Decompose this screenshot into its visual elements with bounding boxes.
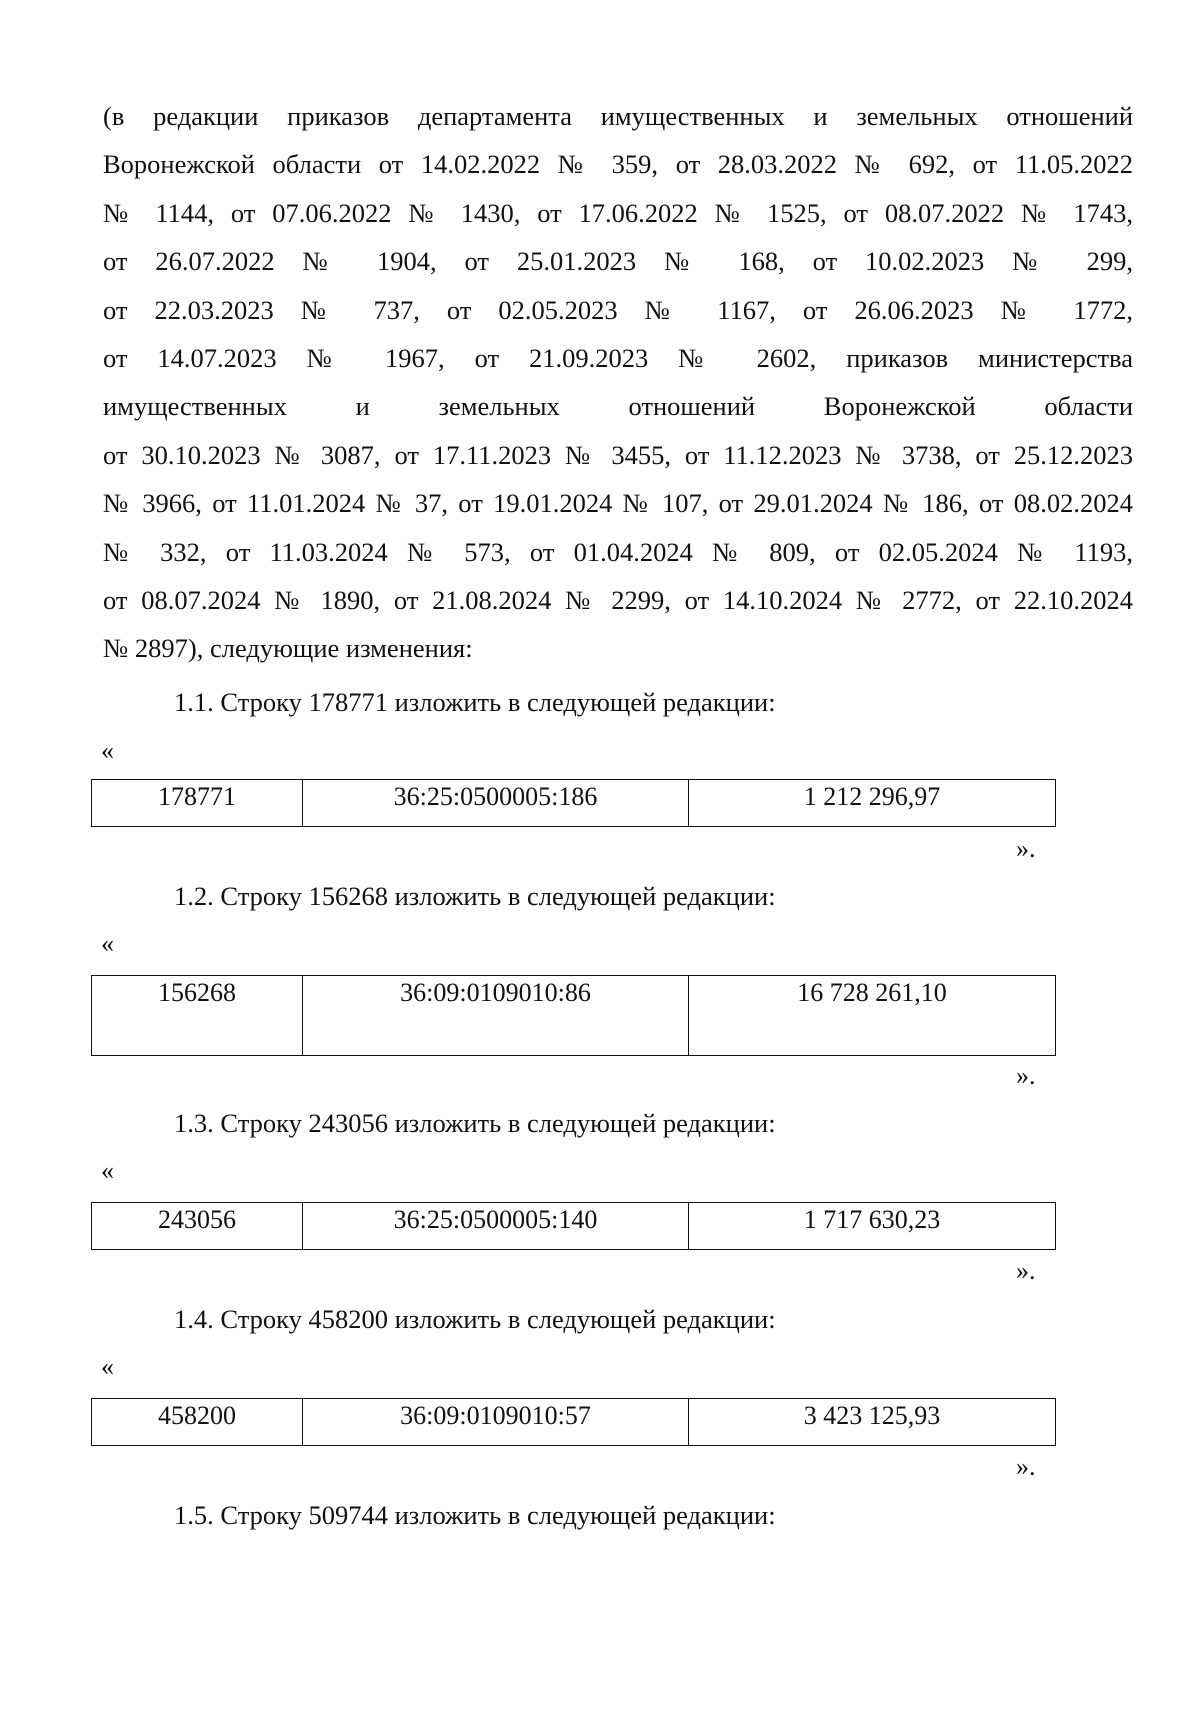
cadastral-number-cell: 36:25:0500005:140 — [303, 1203, 689, 1250]
cadastral-number-cell: 36:09:0109010:86 — [303, 976, 689, 1056]
cadastral-number-cell: 36:25:0500005:186 — [303, 780, 689, 827]
table-row — [92, 1399, 1056, 1446]
item-heading: 1.3. Строку 243056 изложить в следующей редакции: — [174, 1108, 776, 1138]
cadastral-number-cell: 36:09:0109010:57 — [303, 1399, 689, 1446]
paragraph-line: от 26.07.2022 № 1904, от 25.01.2023 № 168, от 10.02.2023 № 299, — [103, 246, 1133, 277]
paragraph-line: № 332, от 11.03.2024 № 573, от 01.04.2024 № 809, от 02.05.2024 № 1193, — [103, 536, 1133, 567]
row-number-cell: 156268 — [92, 976, 303, 1056]
paragraph-line: от 30.10.2023 № 3087, от 17.11.2023 № 3455, от 11.12.2023 № 3738, от 25.12.2023 — [103, 439, 1133, 470]
item-heading: 1.1. Строку 178771 изложить в следующей редакции: — [174, 687, 776, 717]
table-row — [92, 1203, 1056, 1250]
paragraph-line: (в редакции приказов департамента имущественных и земельных отношений — [103, 101, 1133, 131]
close-quote: ». — [1016, 1061, 1036, 1090]
replacement-row-table — [91, 1202, 1056, 1250]
open-quote: « — [101, 1156, 114, 1185]
item-heading: 1.5. Строку 509744 изложить в следующей редакции: — [174, 1500, 776, 1530]
replacement-row-table — [91, 975, 1056, 1056]
value-cell: 3 423 125,93 — [689, 1399, 1056, 1446]
replacement-row-table — [91, 1398, 1056, 1446]
paragraph-line: Воронежской области от 14.02.2022 № 359, от 28.03.2022 № 692, от 11.05.2022 — [103, 149, 1133, 180]
paragraph-line: № 1144, от 07.06.2022 № 1430, от 17.06.2022 № 1525, от 08.07.2022 № 1743, — [103, 197, 1133, 228]
item-heading: 1.4. Строку 458200 изложить в следующей редакции: — [174, 1304, 776, 1334]
close-quote: ». — [1016, 1452, 1036, 1481]
row-number-cell: 458200 — [92, 1399, 303, 1446]
paragraph-line: от 14.07.2023 № 1967, от 21.09.2023 № 2602, приказов министерства — [103, 342, 1133, 373]
paragraph-line: от 22.03.2023 № 737, от 02.05.2023 № 1167, от 26.06.2023 № 1772, — [103, 294, 1133, 325]
amendments-paragraph — [103, 92, 1133, 673]
value-cell: 16 728 261,10 — [689, 976, 1056, 1056]
close-quote: ». — [1016, 834, 1036, 863]
paragraph-line: № 2897), следующие изменения: — [103, 633, 473, 664]
row-number-cell: 243056 — [92, 1203, 303, 1250]
value-cell: 1 717 630,23 — [689, 1203, 1056, 1250]
table-row — [92, 976, 1056, 1056]
open-quote: « — [101, 736, 114, 765]
paragraph-line: имущественных и земельных отношений Воронежской области — [103, 391, 1133, 422]
paragraph-line: № 3966, от 11.01.2024 № 37, от 19.01.2024 № 107, от 29.01.2024 № 186, от 08.02.2024 — [103, 488, 1133, 519]
value-cell: 1 212 296,97 — [689, 780, 1056, 827]
item-heading: 1.2. Строку 156268 изложить в следующей редакции: — [174, 881, 776, 911]
row-number-cell: 178771 — [92, 780, 303, 827]
open-quote: « — [101, 1352, 114, 1381]
table-row — [92, 780, 1056, 827]
paragraph-line: от 08.07.2024 № 1890, от 21.08.2024 № 2299, от 14.10.2024 № 2772, от 22.10.2024 — [103, 584, 1133, 615]
open-quote: « — [101, 929, 114, 958]
close-quote: ». — [1016, 1256, 1036, 1285]
replacement-row-table — [91, 779, 1056, 827]
